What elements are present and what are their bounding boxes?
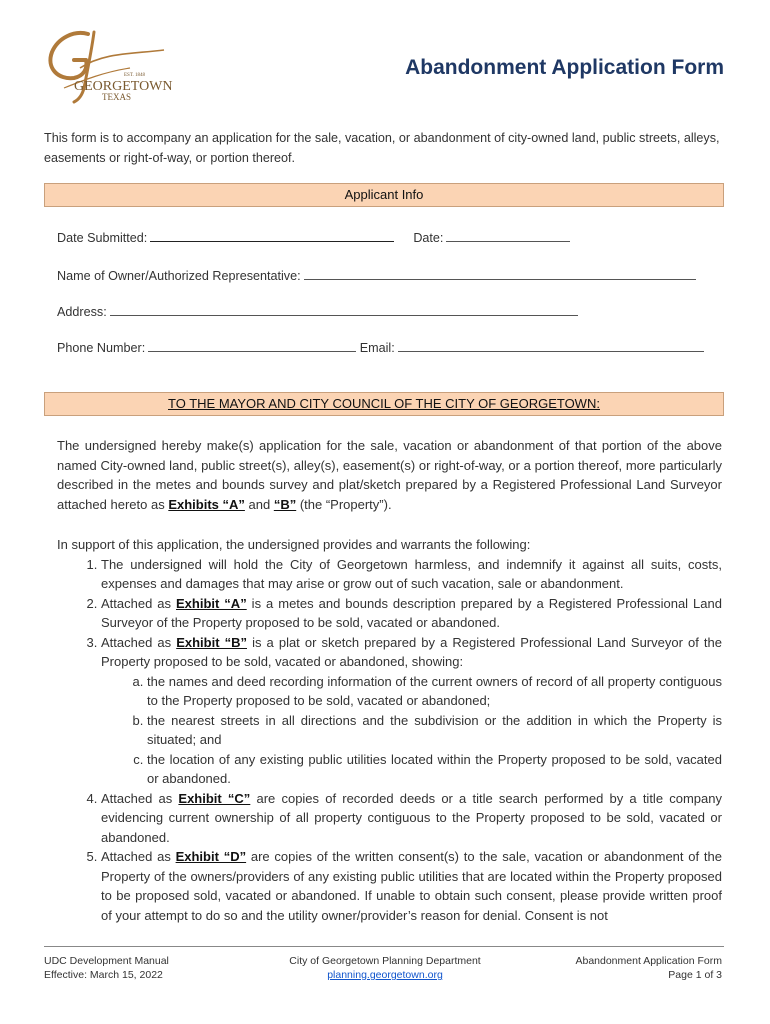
list-item: 2. Attached as Exhibit “A” is a metes and bounds description prepared by a Registered Professional Land Surveyor of the Property proposed to be sold, vacated or abandoned. xyxy=(101,594,722,633)
address-line[interactable] xyxy=(110,304,578,316)
phone-line[interactable] xyxy=(148,340,356,352)
applicant-info-heading: Applicant Info xyxy=(44,183,724,207)
footer-left: UDC Development Manual Effective: March 15, 2022 xyxy=(44,955,169,981)
owner-line[interactable] xyxy=(304,268,696,280)
list-item: b. the nearest streets in all directions and the subdivision or the addition in which the Property is situated; and xyxy=(147,711,722,750)
exhibit-b-sublist xyxy=(101,672,722,789)
list-item: 1. The undersigned will hold the City of Georgetown harmless, and indemnify it against all suits, costs, expenses and damages that may arise or grow out of such vacation, sale or abandonment. xyxy=(101,555,722,594)
email-line[interactable] xyxy=(398,340,704,352)
date-submitted-label: Date Submitted: xyxy=(57,231,148,245)
svg-text:TEXAS: TEXAS xyxy=(102,92,131,102)
owner-field[interactable] xyxy=(57,268,696,283)
intro-text: This form is to accompany an application for the sale, vacation, or abandonment of city-owned land, public streets, alleys, easements or right-of-way, or portion thereof. xyxy=(44,131,720,165)
phone-label: Phone Number: xyxy=(57,341,146,355)
list-item: 4. Attached as Exhibit “C” are copies of recorded deeds or a title search performed by a title company evidencing current ownership of all property contiguous to the Property proposed to be sold, vacated or abandoned. xyxy=(101,789,722,848)
address-field[interactable] xyxy=(57,304,578,319)
page-title: Abandonment Application Form xyxy=(405,56,724,79)
date-submitted-line[interactable] xyxy=(150,230,394,242)
council-heading: TO THE MAYOR AND CITY COUNCIL OF THE CITY OF GEORGETOWN: xyxy=(44,392,724,416)
address-label: Address: xyxy=(57,305,107,319)
footer-divider xyxy=(44,946,724,947)
owner-label: Name of Owner/Authorized Representative: xyxy=(57,269,301,283)
application-paragraph: The undersigned hereby make(s) application for the sale, vacation or abandonment of that portion of the above named City-owned land, public street(s), alley(s), easement(s) or right-of-way, or a portion thereof, more particularly described in the metes and bounds survey and plat/sketch prepared by a Registered Professional Land Surveyor attached hereto as Exhibits “A” and “B” (the “Property”). xyxy=(57,438,722,512)
date-label: Date: xyxy=(413,231,444,245)
footer-center: City of Georgetown Planning Department planning.georgetown.org xyxy=(260,954,510,982)
svg-text:EST. 1848: EST. 1848 xyxy=(124,73,146,78)
list-item: a. the names and deed recording information of the current owners of record of all property contiguous to the Property proposed to be sold, vacated or abandoned; xyxy=(147,672,722,711)
planning-website-link[interactable]: planning.georgetown.org xyxy=(327,969,443,981)
exhibits-a-ref: Exhibits “A” xyxy=(168,496,245,512)
warranties-section xyxy=(57,535,722,925)
footer-right: Abandonment Application Form Page 1 of 3 xyxy=(575,955,722,981)
svg-text:GEORGETOWN: GEORGETOWN xyxy=(74,79,173,94)
warranties-list xyxy=(57,555,722,926)
list-item: c. the location of any existing public utilities located within the Property proposed to be sold, vacated or abandoned. xyxy=(147,750,722,789)
list-item: 5. Attached as Exhibit “D” are copies of the written consent(s) to the sale, vacation or abandonment of the Property of the owners/providers of any existing public utilities that are located within the Property proposed to be proposed sold, vacated or abandoned. If unable to obtain such consent, please provide written proof of your attempt to do so and the utility owner/provider’s reason for denial. Consent is not xyxy=(101,847,722,925)
support-intro: In support of this application, the undersigned provides and warrants the following: xyxy=(57,537,531,552)
page-number: Page 1 of 3 xyxy=(668,969,722,981)
email-label: Email: xyxy=(359,341,395,355)
exhibit-b-ref: “B” xyxy=(273,496,297,512)
georgetown-logo xyxy=(44,28,174,104)
date-line[interactable] xyxy=(446,230,570,242)
date-submitted-field[interactable] xyxy=(57,230,570,245)
phone-email-field[interactable] xyxy=(57,340,704,355)
list-item: 3. Attached as Exhibit “B” is a plat or sketch prepared by a Registered Professional Land Surveyor of the Property proposed to be sold, vacated or abandoned, showing: a. the names and deed recording information of the current owners of record of all property contiguous to the Property proposed to be sold, vacated or abandoned; b. the nearest streets in all directions and the subdivision or the addition in which the Property is situated; and c. the location of any existing public utilities located within the Property proposed to be sold, vacated or abandoned. xyxy=(101,633,722,789)
